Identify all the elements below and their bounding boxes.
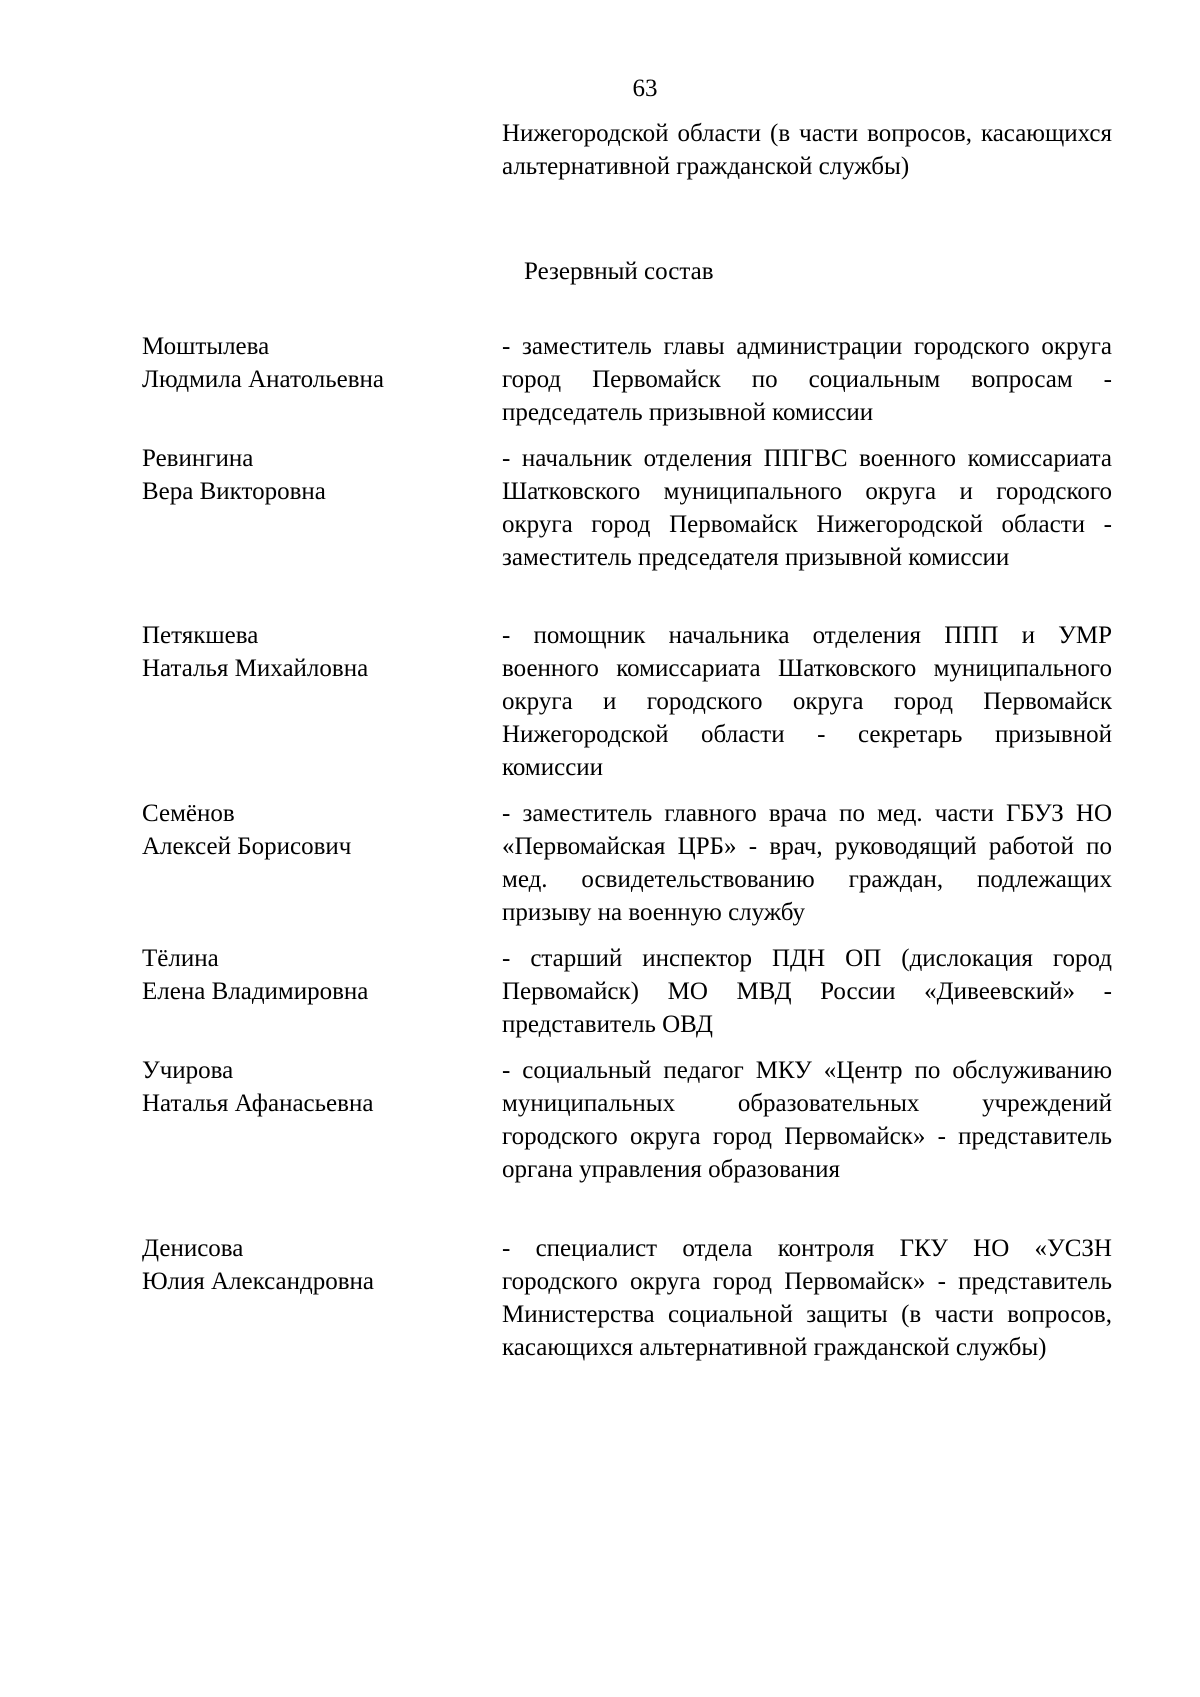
member-given-names: Алексей Борисович	[142, 833, 352, 860]
member-role: - помощник начальника отделения ППП и УМР военного комиссариата Шатковского муниципального округа и городского округа город Первомайск Нижегородской области - секретарь призывной комиссии	[502, 622, 1112, 781]
member-role: - старший инспектор ПДН ОП (дислокация город Первомайск) МО МВД России «Дивеевский» - представитель ОВД	[502, 945, 1112, 1038]
member-given-names: Людмила Анатольевна	[142, 366, 385, 393]
member-role: - специалист отдела контроля ГКУ НО «УСЗН городского округа город Первомайск» - представитель Министерства социальной защиты (в части вопросов, касающихся альтернативной гражданской службы)	[502, 1235, 1112, 1361]
member-given-names: Наталья Афанасьевна	[142, 1090, 374, 1117]
member-given-names: Вера Викторовна	[142, 478, 326, 505]
section-heading: Резервный состав	[524, 258, 714, 285]
member-surname: Денисова	[142, 1235, 244, 1262]
member-name	[142, 330, 472, 396]
member-name	[142, 1054, 472, 1120]
member-surname: Учирова	[142, 1057, 234, 1084]
member-name	[142, 797, 472, 863]
member-surname: Ревингина	[142, 445, 254, 472]
member-surname: Тёлина	[142, 945, 219, 972]
member-name	[142, 619, 472, 685]
member-role: - заместитель главного врача по мед. части ГБУЗ НО «Первомайская ЦРБ» - врач, руководящий работой по мед. освидетельствованию граждан, подлежащих призыву на военную службу	[502, 800, 1112, 926]
member-surname: Моштылева	[142, 333, 270, 360]
member-name	[142, 942, 472, 1008]
member-role: - начальник отделения ППГВС военного комиссариата Шатковского муниципального округа и городского округа город Первомайск Нижегородской области - заместитель председателя призывной комиссии	[502, 445, 1112, 571]
member-given-names: Наталья Михайловна	[142, 655, 369, 682]
member-name	[142, 442, 472, 508]
member-role: - заместитель главы администрации городского округа город Первомайск по социальным вопросам - председатель призывной комиссии	[502, 333, 1112, 426]
member-given-names: Юлия Александровна	[142, 1268, 374, 1295]
page-number: 63	[632, 75, 658, 102]
member-name	[142, 1232, 472, 1298]
continuation-text: Нижегородской области (в части вопросов, касающихся альтернативной гражданской службы)	[502, 120, 1112, 180]
member-surname: Семёнов	[142, 800, 235, 827]
member-surname: Петякшева	[142, 622, 259, 649]
member-role: - социальный педагог МКУ «Центр по обслуживанию муниципальных образовательных учреждений городского округа город Первомайск» - представитель органа управления образования	[502, 1057, 1112, 1183]
member-given-names: Елена Владимировна	[142, 978, 369, 1005]
